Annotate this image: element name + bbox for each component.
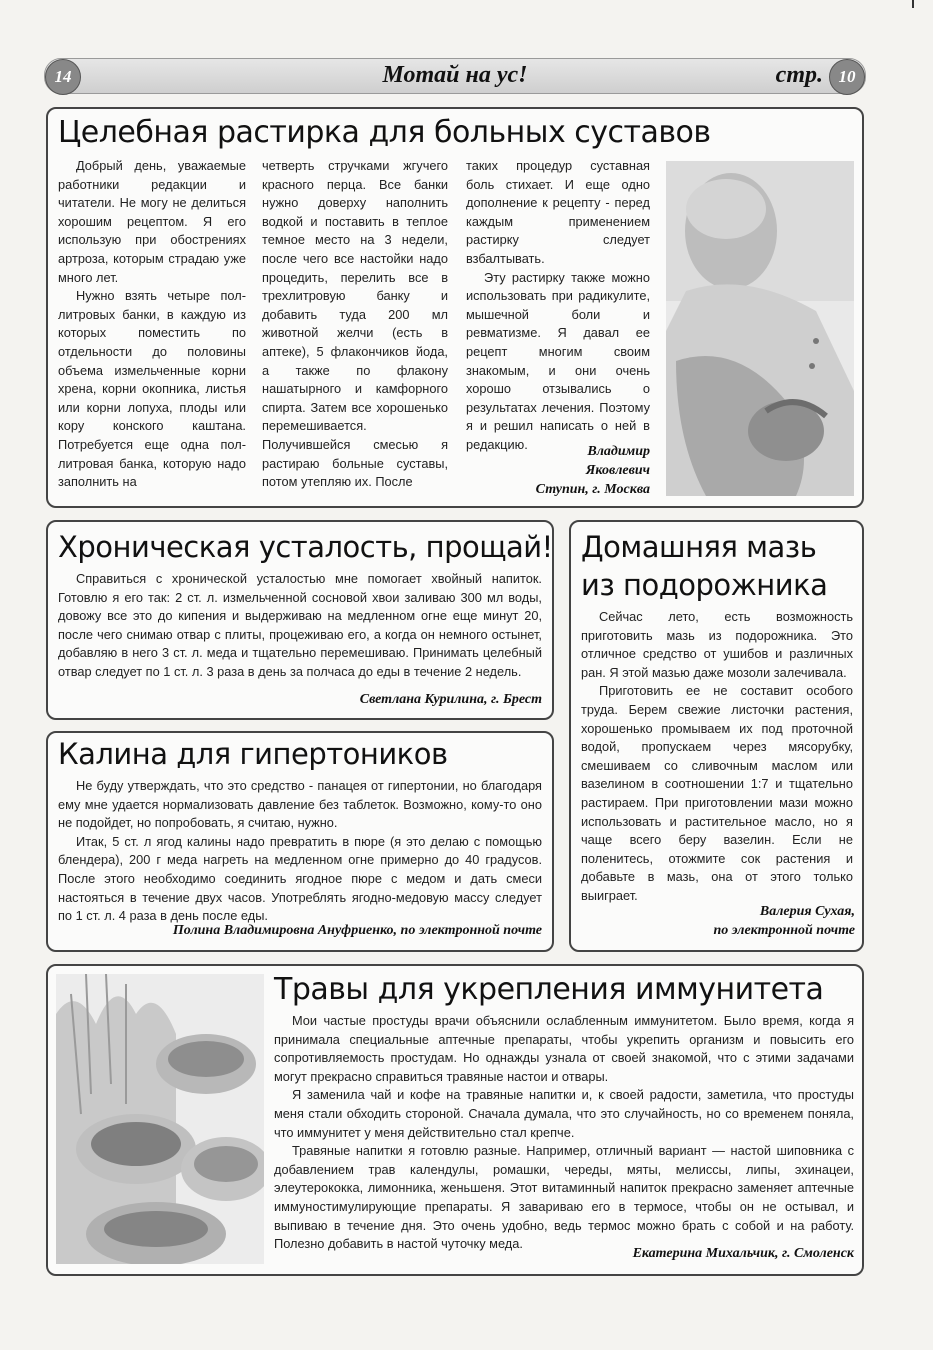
article-column-3 <box>466 157 650 455</box>
paragraph: Не буду утверждать, что это средство - панацея от гипертонии, но благодаря ему мне удается нормализовать давление без таблеток. Возможно, кому-то оно не подойдет, но попробовать, я считаю, нужно. <box>58 778 542 831</box>
article-title: Хроническая усталость, прощай! <box>58 530 553 564</box>
paragraph: Я заменила чай и кофе на травяные напитки и, к своей радости, заметила, что простуды меня стали обходить стороной. Сначала думала, что это случайность, но со временем поняла, что иммунитет у меня действительно стал крепче. <box>274 1087 854 1140</box>
article-title <box>581 528 827 604</box>
article-title: Калина для гипертоников <box>58 737 448 771</box>
page-header <box>44 58 866 94</box>
paragraph: Травяные напитки я готовлю разные. Например, отличный вариант — настой шиповника с добавлением трав календулы, ромашки, череды, мяты, мелиссы, липы, эхинацеи, элеутерококка, лимонника, женьшеня. Этот витаминный напиток прекрасно заменяет аптечные иммуностимулирующие препараты. Я завариваю его в термосе, чтобы он не остывал, и выпиваю в течение дня. Это очень удобно, ведь термос можно брать с собой и на работу. Полезно добавить в настой чуточку меда. <box>274 1143 854 1252</box>
author-signature <box>581 902 855 940</box>
article-fatigue <box>46 520 554 720</box>
author-signature: Светлана Курилина, г. Брест <box>359 692 542 707</box>
article-body <box>581 608 853 906</box>
section-title: Мотай на ус! <box>382 62 528 88</box>
article-column-1 <box>58 157 246 492</box>
article-title: Целебная растирка для больных суставов <box>58 115 711 150</box>
page-label: стр. <box>775 62 823 88</box>
article-column-2 <box>262 157 448 492</box>
crop-mark <box>912 0 914 8</box>
article-kalina <box>46 731 554 952</box>
signature-line: по электронной почте <box>713 923 855 938</box>
left-page-number: 14 <box>45 59 81 95</box>
title-line: Домашняя мазь <box>581 530 817 564</box>
paragraph: Мои частые простуды врачи объяснили ослабленным иммунитетом. Было время, когда я принимала специальные аптечные препараты, чтобы укрепить организм и повысить его сопротивляемость простудам. Но однажды узнала от своей знакомой, что с этими задачами могут прекрасно справиться травяные настои и отвары. <box>274 1013 854 1084</box>
paragraph: Добрый день, уважаемые работники редакции и читатели. Не могу не делиться хорошим рецептом. Я его использую при обострениях артроза, которым страдаю уже много лет. <box>58 158 246 285</box>
article-joints <box>46 107 864 508</box>
article-body <box>274 1012 854 1254</box>
signature-line: Валерия Сухая, <box>759 904 855 919</box>
paragraph: Сейчас лето, есть возможность приготовить мазь из подорожника. Это отличное средство от ушибов и различных ран. Я этой мазью даже мозоли залечивала. <box>581 609 853 680</box>
paragraph: таких процедур суставная боль стихает. И еще одно дополнение к рецепту - перед каждым применением растирку следует взбалтывать. <box>466 158 650 266</box>
paragraph: Справиться с хронической усталостью мне помогает хвойный напиток. Готовлю я его так: 2 ст. л. измельченной сосновой хвои заливаю 300 мл воды, довожу все это до кипения и выдерживаю на медленном огне еще минут 20, после чего снимаю отвар с плиты, процеживаю его, а когда он немного остынет, добавляю в него 3 ст. л. меда и тщательно перемешиваю. Принимать целебный отвар следует по 1 ст. л. 3 раза в день за полчаса до еды в течение 2 недель. <box>58 571 542 679</box>
photo-man-knee <box>666 161 854 496</box>
article-plantain <box>569 520 864 952</box>
author-signature <box>466 442 650 499</box>
signature-line: Ступин, г. Москва <box>535 482 650 497</box>
author-signature: Полина Владимировна Ануфриенко, по электронной почте <box>172 923 542 938</box>
signature-line: Яковлевич <box>585 463 650 478</box>
photo-herbs <box>56 974 264 1264</box>
paragraph: Итак, 5 ст. л ягод калины надо превратить в пюре (я это делаю с помощью блендера), 200 г меда нагреть на медленном огне примерно до 40 градусов. После этого необходимо соединить ягодное пюре с медом и дать смеси настояться в течение двух часов. Употреблять ягодно-медовую массу следует по 1 ст. л. 4 раза в день после еды. <box>58 833 542 924</box>
article-title: Травы для укрепления иммунитета <box>274 972 824 1007</box>
article-immunity <box>46 964 864 1276</box>
article-body <box>58 570 542 682</box>
paragraph: Нужно взять четыре пол-литровых банки, в каждую из которых поместить по отдельности до половины объема измельченные корни хрена, корни окопника, листья или корни лопуха, плоды или кору конского каштана. Потребуется еще одна пол-литровая банка, которую надо заполнить на <box>58 288 246 490</box>
author-signature: Екатерина Михальчик, г. Смоленск <box>632 1246 854 1261</box>
signature-line: Владимир <box>587 444 650 459</box>
article-body <box>58 777 542 926</box>
paragraph: четверть стручками жгучего красного перца. Все банки нужно доверху наполнить водкой и поставить в теплое темное место на 3 недели, после чего все настойки надо процедить, перелить все в трехлитровую банку и добавить туда 200 мл животной желчи (есть в аптеке), 5 флакончиков йода, а также по флакону нашатырного и камфорного спирта. Затем все хорошенько перемешивается. Получившейся смесью я растираю больные суставы, потом утепляю их. После <box>262 158 448 490</box>
paragraph: Эту растирку также можно использовать при радикулите, мышечной боли и ревматизме. Я давал ее рецепт многим своим знакомым, и они очень хорошо отзывались о результатах лечения. Поэтому я и решил написать о ней в редакцию. <box>466 269 650 452</box>
paragraph: Приготовить ее не составит особого труда. Берем свежие листочки растения, хорошенько промываем их под проточной водой, пропускаем через мясорубку, смешиваем со сливочным маслом или вазелином в соотношении 1:7 и тщательно растираем. При приготовлении мази можно использовать и растительное масло, но я чаще всего беру вазелин. Если не поленитесь, отожмите сок растения и добавьте в мазь, она от этого только выиграет. <box>581 683 853 903</box>
right-page-number: 10 <box>829 59 865 95</box>
title-line: из подорожника <box>581 568 828 602</box>
